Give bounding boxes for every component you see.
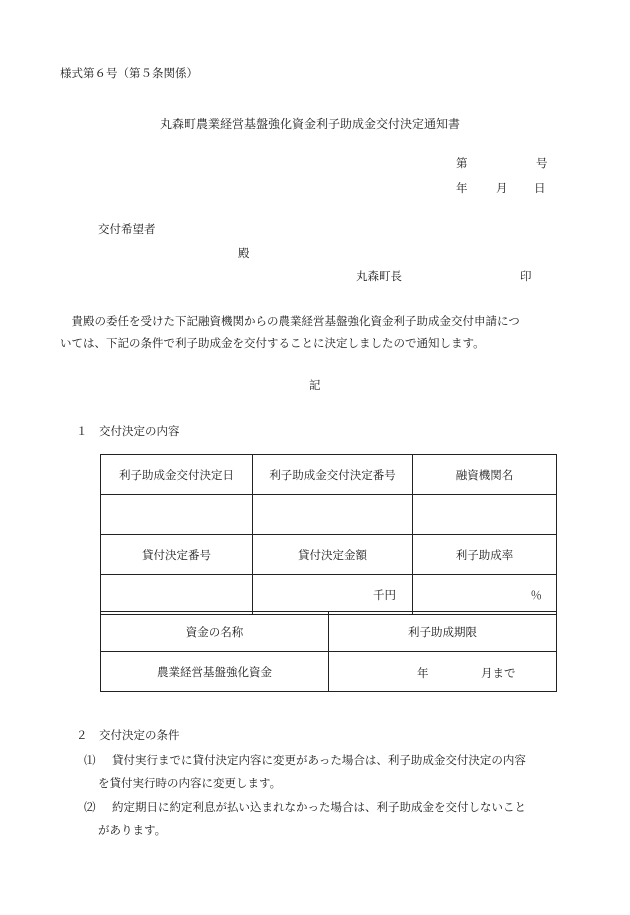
header-decision-date: 利子助成金交付決定日 [101, 455, 253, 495]
body-paragraph-line2: いては、下記の条件で利子助成金を交付することに決定しましたので通知します。 [60, 336, 485, 350]
recipient-honorific: 殿 [238, 246, 250, 260]
deadline-year: 年 [417, 666, 429, 680]
header-loan-decision-number: 貸付決定番号 [101, 535, 253, 575]
header-decision-number: 利子助成金交付決定番号 [253, 455, 413, 495]
table-row [101, 612, 557, 652]
cell-decision-number [253, 495, 413, 535]
deadline-month: 月まで [481, 666, 516, 680]
cell-decision-date [101, 495, 253, 535]
header-loan-amount: 貸付決定金額 [253, 535, 413, 575]
table-row [101, 575, 557, 615]
doc-number-suffix: 号 [536, 156, 548, 170]
cell-subsidy-rate-unit: ％ [413, 575, 557, 615]
issuer-name: 丸森町長 [356, 269, 402, 283]
cell-subsidy-deadline [329, 652, 557, 692]
condition-1-line2: を貸付実行時の内容に変更します。 [98, 776, 282, 790]
date-month: 月 [496, 181, 508, 195]
ki-heading: 記 [309, 378, 321, 392]
section2-heading: ２ 交付決定の条件 [76, 728, 180, 742]
recipient-label: 交付希望者 [98, 222, 156, 236]
form-label: 様式第６号（第５条関係） [60, 66, 198, 80]
section1-heading: １ 交付決定の内容 [76, 424, 180, 438]
condition-2-marker: ⑵ [84, 800, 96, 814]
table-row [101, 652, 557, 692]
document-title: 丸森町農業経営基盤強化資金利子助成金交付決定通知書 [160, 117, 461, 131]
cell-financial-institution [413, 495, 557, 535]
date-day: 日 [534, 181, 546, 195]
condition-2-line2: があります。 [98, 823, 167, 837]
condition-1-line1: 貸付実行までに貸付決定内容に変更があった場合は、利子助成金交付決定の内容 [112, 753, 526, 767]
cell-loan-amount-unit: 千円 [253, 575, 413, 615]
decision-table-top [100, 454, 557, 615]
condition-1-marker: ⑴ [84, 753, 96, 767]
table-row [101, 455, 557, 495]
header-subsidy-rate: 利子助成率 [413, 535, 557, 575]
doc-number-prefix: 第 [456, 156, 468, 170]
seal-mark: 印 [520, 269, 532, 283]
cell-loan-decision-number [101, 575, 253, 615]
header-financial-institution: 融資機関名 [413, 455, 557, 495]
table-row [101, 495, 557, 535]
header-subsidy-deadline: 利子助成期限 [329, 612, 557, 652]
condition-2-line1: 約定期日に約定利息が払い込まれなかった場合は、利子助成金を交付しないこと [112, 800, 526, 814]
header-fund-name: 資金の名称 [101, 612, 329, 652]
decision-table-bottom [100, 611, 557, 692]
body-paragraph-line1: 貴殿の委任を受けた下記融資機関からの農業経営基盤強化資金利子助成金交付申請につ [60, 314, 520, 328]
cell-fund-name: 農業経営基盤強化資金 [101, 652, 329, 692]
table-row [101, 535, 557, 575]
date-year: 年 [456, 181, 468, 195]
